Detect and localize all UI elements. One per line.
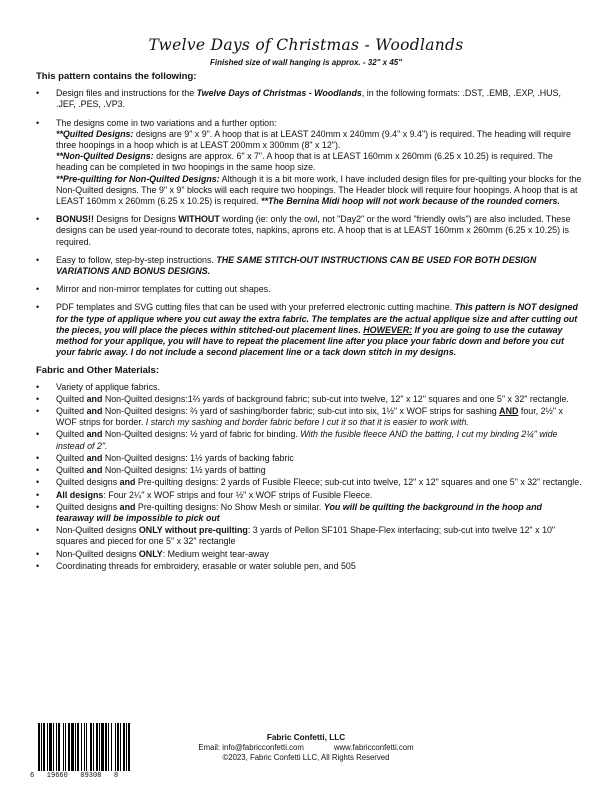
list-item: • Quilted and Non-Quilted designs: 1½ yards of batting [36,465,582,476]
copyright-text: ©2023, Fabric Confetti LLC, All Rights Reserved [222,753,390,762]
barcode-number: 6 19660 09308 8 [30,772,119,780]
company-name: Fabric Confetti, LLC [266,733,346,742]
list-item: • Non-Quilted designs ONLY without pre-quilting: 3 yards of Pellon SF101 Shape-Flex interfacing; sub-cut into twelve 12" x 10" squares and pieced for one 5" x 32" rectangle [36,525,582,547]
list-item: • Quilted and Non-Quilted designs: ½ yard of fabric for binding. With the fusible fleece AND the batting, I cut my binding 2¼" wide instead of 2". [36,429,582,451]
list-item: • Quilted and Non-Quilted designs:1⅔ yards of background fabric; sub-cut into twelve, 12" x 12" squares and one 5" x 32" rectangle. [36,394,582,405]
list-item: • Quilted and Non-Quilted designs: 1½ yards of backing fabric [36,453,582,464]
footer [0,733,612,763]
list-item: • Quilted designs and Pre-quilting designs: No Show Mesh or similar. You will be quilting the background in the hoop and tearaway will be impossible to pick out [36,502,582,524]
list-item: • Quilted designs and Pre-quilting designs: 2 yards of Fusible Fleece; sub-cut into twelve, 12" x 12" squares and one 5" x 32" rectangle. [36,477,582,488]
contact-line [0,743,612,753]
contents-heading: This pattern contains the following: [36,71,197,82]
list-item-instructions: • Easy to follow, step-by-step instructions. THE SAME STITCH-OUT INSTRUCTIONS CAN BE USED FOR BOTH DESIGN VARIATIONS AND BONUS DESIGNS. [36,255,582,277]
website-text: www.fabricconfetti.com [333,743,414,752]
list-item-cutting-files: • PDF templates and SVG cutting files that can be used with your preferred electronic cutting machine. This pattern is NOT designed for the type of applique where you cut away the extra fabric. The templates are the actual applique size and after cutting out the pieces, you will place the pieces within stitched-out placement lines. HOWEVER: If you are going to use the cutaway method for your applique, you will have to repeat the placement line after you place your fabric down and before you cut your fabric away. I do not include a second placement line or a tack down stitch in my designs. [36,302,582,358]
list-item-templates: • Mirror and non-mirror templates for cutting out shapes. [36,284,582,295]
finished-size-note: Finished size of wall hanging is approx. - 32" x 45" [209,58,403,67]
list-item: • Non-Quilted designs ONLY: Medium weight tear-away [36,549,582,560]
materials-list [36,382,582,572]
list-item: • Variety of applique fabrics. [36,382,582,393]
list-item: • Quilted and Non-Quilted designs: ⅔ yard of sashing/border fabric; sub-cut into six, 1½" x WOF strips for sashing AND four, 2½" x WOF strips for border. I starch my sashing and border fabric before I cut it so that it is easier to work with. [36,406,582,428]
list-item-bonus: • BONUS!! Designs for Designs WITHOUT wording (ie: only the owl, not "Day2" or the word "friendly owls") are also included. These designs can be used year-round to decorate totes, napkins, aprons etc. A hoop that is at LEAST 160mm x 260mm (6.25 x 10.25) is required. [36,214,582,248]
list-item-formats: • Design files and instructions for the Twelve Days of Christmas - Woodlands, in the following formats: .DST, .EMB, .EXP, .HUS, .JEF, .PES, .VP3. [36,88,582,110]
contents-list [36,88,582,358]
pattern-content [36,71,582,573]
list-item: • Coordinating threads for embroidery, erasable or water soluble pen, and 505 [36,561,582,572]
materials-heading: Fabric and Other Materials: [36,365,160,377]
email-text: Email: info@fabricconfetti.com [198,743,304,752]
list-item: • All designs: Four 2¼" x WOF strips and four ½" x WOF strips of Fusible Fleece. [36,490,582,501]
list-item-variations: • The designs come in two variations and a further option: **Quilted Designs: designs are 9" x 9". A hoop that is at LEAST 240mm x 240mm (9.4" x 9.4") is required. The heading will require three hoopings in a hoop which is at LEAST 200mm x 300mm (8" x 12"). **Non-Quilted Designs: designs are approx. 6" x 7". A hoop that is at LEAST 160mm x 260mm (6.25 x 10.25) is required. The heading can be completed in two hoopings in the same hoop size. **Pre-quilting for Non-Quilted Designs: Although it is a bit more work, I have included design files for pre-quilting your blocks for the Non-Quilted designs. The 9" x 9" blocks will each require two hoopings. The Header block will require four hoopings. A hoop that is at LEAST 160mm x 260mm (6.25 x 10.25) is required. **The Bernina Midi hoop will not work because of the rounded corners. [36,118,582,208]
page-title: Twelve Days of Christmas - Woodlands [148,36,464,54]
